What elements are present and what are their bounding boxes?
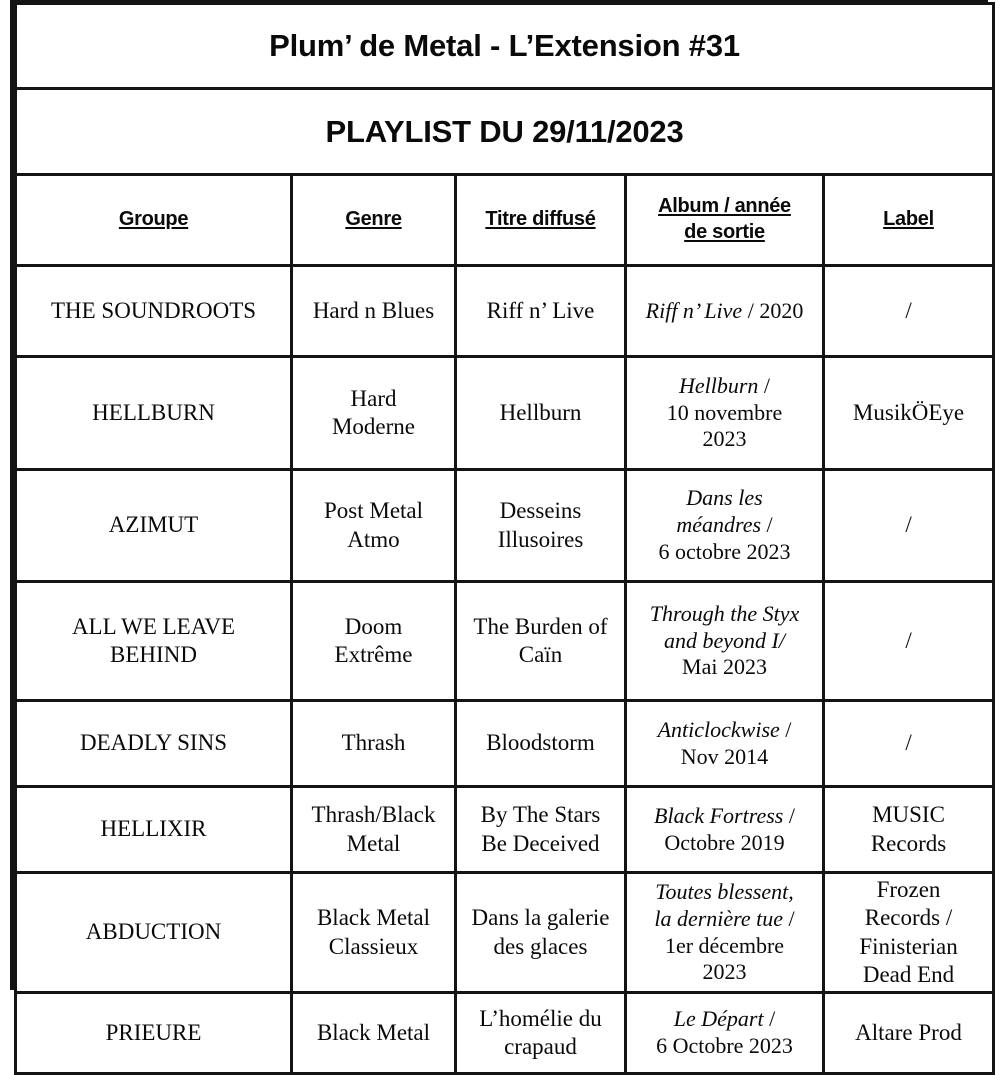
cell-label: MUSIC Records <box>824 787 994 873</box>
cell-label: Frozen Records / Finisterian Dead End <box>824 873 994 993</box>
table-row <box>16 787 994 873</box>
cell-titre-diffuse: Hellburn <box>456 357 626 470</box>
cell-groupe: PRIEURE <box>16 993 292 1074</box>
cell-titre-diffuse: By The Stars Be Deceived <box>456 787 626 873</box>
cell-titre-diffuse: Bloodstorm <box>456 701 626 787</box>
column-header-album-annee <box>626 175 824 266</box>
cell-groupe: DEADLY SINS <box>16 701 292 787</box>
table-row <box>16 873 994 993</box>
playlist-title: PLAYLIST DU 29/11/2023 <box>16 89 994 175</box>
cell-album-annee: Riff n’ Live / 2020 <box>626 266 824 357</box>
cell-album-annee: Toutes blessent, la dernière tue / 1er décembre 2023 <box>626 873 824 993</box>
album-title-text: méandres <box>676 512 762 538</box>
cell-genre: Doom Extrême <box>292 582 456 701</box>
table-row <box>16 701 994 787</box>
table-row <box>16 266 994 357</box>
column-header-label: Genre <box>345 208 402 231</box>
cell-genre: Black Metal Classieux <box>292 873 456 993</box>
column-header-label: Label <box>883 208 934 231</box>
cell-album-annee: Le Départ / 6 Octobre 2023 <box>626 993 824 1074</box>
album-title-text: Toutes blessent, <box>655 878 794 904</box>
cell-genre: Thrash/Black Metal <box>292 787 456 873</box>
cell-groupe: HELLIXIR <box>16 787 292 873</box>
column-header-titre <box>456 175 626 266</box>
cell-album-annee: Dans les méandres / 6 octobre 2023 <box>626 470 824 582</box>
album-title-text: Dans les <box>686 485 763 511</box>
cell-titre-diffuse: L’homélie du crapaud <box>456 993 626 1074</box>
cell-label: Altare Prod <box>824 993 994 1074</box>
column-header-groupe <box>16 175 292 266</box>
playlist-title-row <box>16 89 994 175</box>
show-title-row <box>16 4 994 89</box>
cell-groupe: HELLBURN <box>16 357 292 470</box>
cell-label: / <box>824 470 994 582</box>
cell-titre-diffuse: Dans la galerie des glaces <box>456 873 626 993</box>
cell-titre-diffuse: Riff n’ Live <box>456 266 626 357</box>
table-row <box>16 993 994 1074</box>
album-title-text: Black Fortress <box>654 802 784 828</box>
album-title-text: and beyond I/ <box>664 627 785 653</box>
column-header-label: Album / année <box>658 195 791 218</box>
cell-label: / <box>824 701 994 787</box>
playlist-table <box>14 2 995 1075</box>
cell-groupe: THE SOUNDROOTS <box>16 266 292 357</box>
cell-genre: Post Metal Atmo <box>292 470 456 582</box>
table-row <box>16 470 994 582</box>
table-row <box>16 357 994 470</box>
cell-album-annee: Black Fortress / Octobre 2019 <box>626 787 824 873</box>
album-title-text: Hellburn <box>678 372 759 398</box>
album-title-text: Riff n’ Live <box>645 297 743 323</box>
album-title-text: Anticlockwise <box>657 716 780 742</box>
cell-genre: Hard Moderne <box>292 357 456 470</box>
album-title-text: Le Départ <box>673 1006 764 1032</box>
column-header-label <box>824 175 994 266</box>
cell-groupe: ABDUCTION <box>16 873 292 993</box>
cell-groupe: ALL WE LEAVE BEHIND <box>16 582 292 701</box>
column-header-label: Groupe <box>118 208 189 231</box>
column-header-label: Titre diffusé <box>485 208 596 231</box>
column-header-row <box>16 175 994 266</box>
cell-label: MusikÖEye <box>824 357 994 470</box>
table-row <box>16 582 994 701</box>
cell-groupe: AZIMUT <box>16 470 292 582</box>
playlist-table-body <box>16 4 994 1074</box>
cell-label: / <box>824 582 994 701</box>
cell-genre: Black Metal <box>292 993 456 1074</box>
show-title: Plum’ de Metal - L’Extension #31 <box>16 4 994 89</box>
cell-album-annee: Through the Styx and beyond I/ Mai 2023 <box>626 582 824 701</box>
album-title-text: Through the Styx <box>649 600 800 626</box>
column-header-label-line2: de sortie <box>684 221 765 243</box>
playlist-sheet <box>10 0 988 1059</box>
cell-genre: Hard n Blues <box>292 266 456 357</box>
cell-album-annee: Hellburn / 10 novembre 2023 <box>626 357 824 470</box>
cell-album-annee: Anticlockwise / Nov 2014 <box>626 701 824 787</box>
column-header-genre <box>292 175 456 266</box>
cell-label: / <box>824 266 994 357</box>
cell-genre: Thrash <box>292 701 456 787</box>
cell-titre-diffuse: The Burden of Caïn <box>456 582 626 701</box>
cell-titre-diffuse: Desseins Illusoires <box>456 470 626 582</box>
album-title-text: la dernière tue <box>654 905 784 931</box>
